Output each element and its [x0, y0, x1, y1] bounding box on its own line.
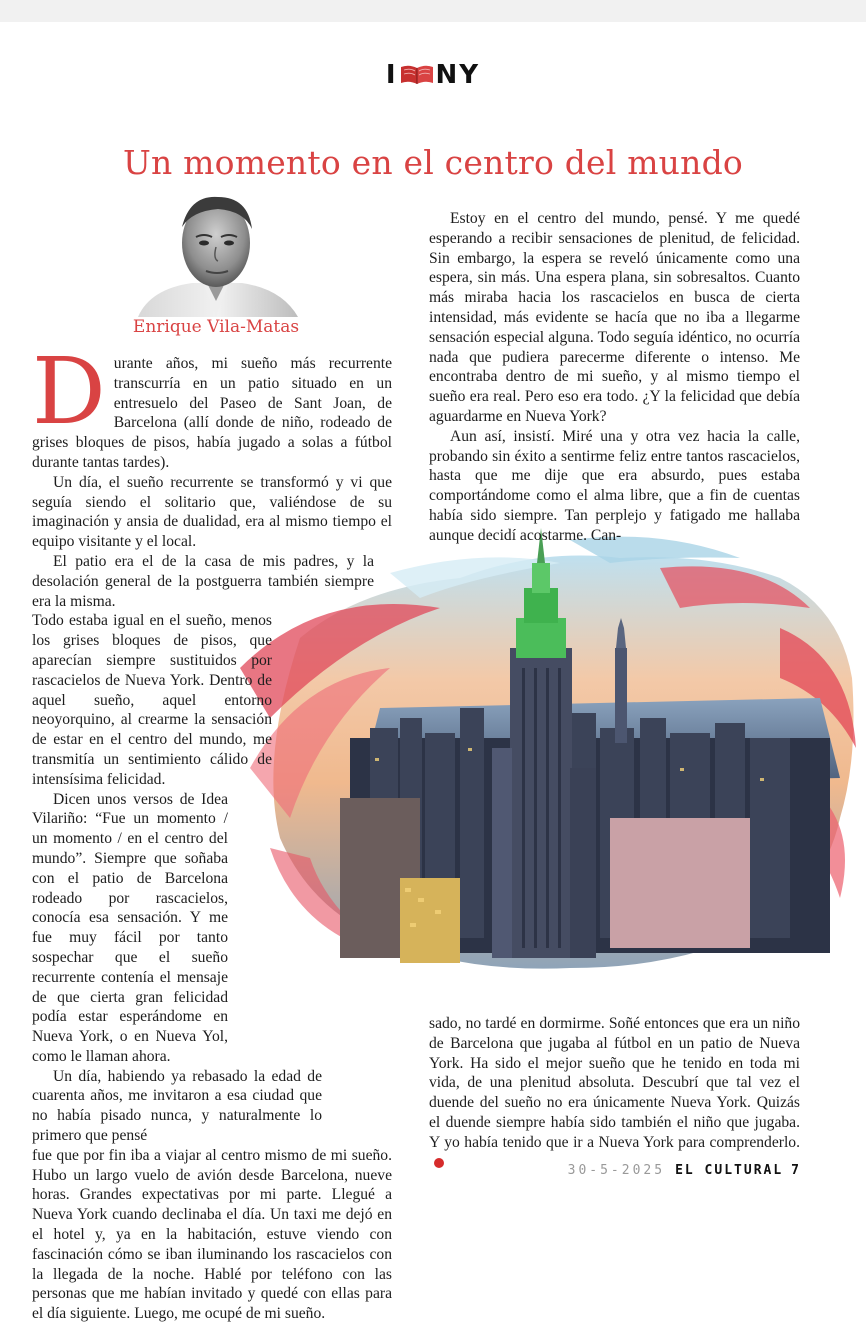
- left-paragraph-1: [32, 338, 392, 473]
- section-letters-ny: NY: [435, 60, 481, 90]
- right-paragraph-2: Aun así, insistí. Miré una y otra vez hacia la calle, probando sin éxito a sentirme feliz entre tantos rascacielos, hasta que me dije que era absurdo, pues estaba comportándome como el alma libre, que a fin de cuentas había sido siempre. Tan perplejo y fatigado me hallaba aunque decidí acostarme. Can-: [429, 427, 800, 544]
- magazine-name: EL CULTURAL: [675, 1163, 784, 1178]
- section-logo: [0, 60, 866, 90]
- left-paragraph-3b: Todo estaba igual en el sueño, menos los grises bloques de pisos, que aparecían siempre sustituidos por rascacielos de Nueva York. Dentro de aquel sueño, aquel entorno neoyorquino, al crearme la sensación de estar en el centro del mundo, me transmitía un sentimiento cálido de intensísima felicidad.: [32, 612, 272, 788]
- left-column: [32, 338, 392, 1324]
- author-portrait: [132, 193, 302, 317]
- left-paragraph-3a: El patio era el de la casa de mis padres, y la desolación general de la postguerra también siempre era la misma.: [32, 552, 374, 610]
- left-paragraph-1-text: urante años, mi sueño más recurrente transcurría en un patio situado en un entresuelo del Paseo de Sant Joan, de Barcelona (allí donde de niño, rodeado de grises bloques de pisos, había jugado a solas a fútbol durante tantas tardes).: [32, 355, 392, 471]
- end-of-article-dot-icon: [434, 1158, 444, 1168]
- right-paragraph-1: Estoy en el centro del mundo, pensé. Y me quedé esperando a recibir sensaciones de plenitud, de felicidad. Sin embargo, la espera se reveló únicamente como una espera, sin más. Una espera plana, sin sobresaltos. Cuanto más miraba hacia los rascacielos en busca de cierta intensidad, más evidente se hacía que no iba a llegarme sensación especial alguna. Todo seguía idéntico, no ocurría nada que pudiera parecerme diferente o intenso. Me encontraba dentro de mi sueño, y al mismo tiempo el sueño era real. Pero eso era todo. ¿Y la felicidad que debía aguardarme en Nueva York?: [429, 210, 800, 425]
- left-paragraph-5b: fue que por fin iba a viajar al centro mismo de mi sueño. Hubo un largo vuelo de avión desde Barcelona, nueve horas. Grandes expectativas por mi parte. Llegué a Nueva York cuando declinaba el día. Un taxi me dejó en el hotel y, ya en la habitación, estuve viendo con fascinación cómo se iban iluminando los rascacielos con la llegada de la noche. Hablé por teléfono con las personas que me habían invitado y quedé con ellas para el día siguiente. Luego, me ocupé de mi sueño.: [32, 1146, 392, 1323]
- left-paragraph-2: Un día, el sueño recurrente se transformó y vi que seguía siendo el solitario que, valiéndose de su imaginación y ansia de dualidad, era al mismo tiempo el equipo visitante y el local.: [32, 473, 392, 551]
- top-margin-bar: [0, 0, 866, 22]
- open-book-heart-icon: [400, 63, 434, 85]
- left-paragraph-4: Dicen unos versos de Idea Vilariño: “Fue un momento / un momento / en el centro del mundo”. Siempre que soñaba con el patio de Barcelona rodeado por rascacielos, conocía esa sensación. Y me fue muy fácil por tanto sospechar que el sueño recurrente contenía el mensaje de que cierta gran felicidad podía estar esperándome en Nueva York, o en Nueva Yol, como le llaman ahora.: [32, 790, 228, 1065]
- page-footer: [568, 1163, 802, 1178]
- drop-cap: D: [32, 338, 106, 445]
- article-title: Un momento en el centro del mundo: [122, 143, 743, 182]
- issue-date: 30-5-2025: [567, 1163, 666, 1178]
- author-byline: Enrique Vila-Matas: [132, 317, 300, 337]
- right-column-top: [429, 209, 800, 546]
- section-letter-i: I: [385, 60, 398, 90]
- left-paragraph-5a: Un día, habiendo ya rebasado la edad de cuarenta años, me invitaron a esa ciudad que no había pisado nunca, y naturalmente lo primero que pensé: [32, 1067, 322, 1145]
- right-column-bottom: [429, 1014, 800, 1172]
- right-paragraph-3-text: sado, no tardé en dormirme. Soñé entonces que era un niño de Barcelona que jugaba al fútbol en un patio de Nueva York. Ha sido el mejor sueño que he tenido en toda mi vida, de una plenitud absoluta. Descubrí que tal vez el duende del sueño no era únicamente Nueva York. Quizás el duende siempre había sido también el niño que jugaba. Y yo había tenido que ir a Nueva York para comprenderlo.: [429, 1015, 800, 1151]
- right-paragraph-3: [429, 1014, 800, 1172]
- page-number: 7: [791, 1163, 802, 1178]
